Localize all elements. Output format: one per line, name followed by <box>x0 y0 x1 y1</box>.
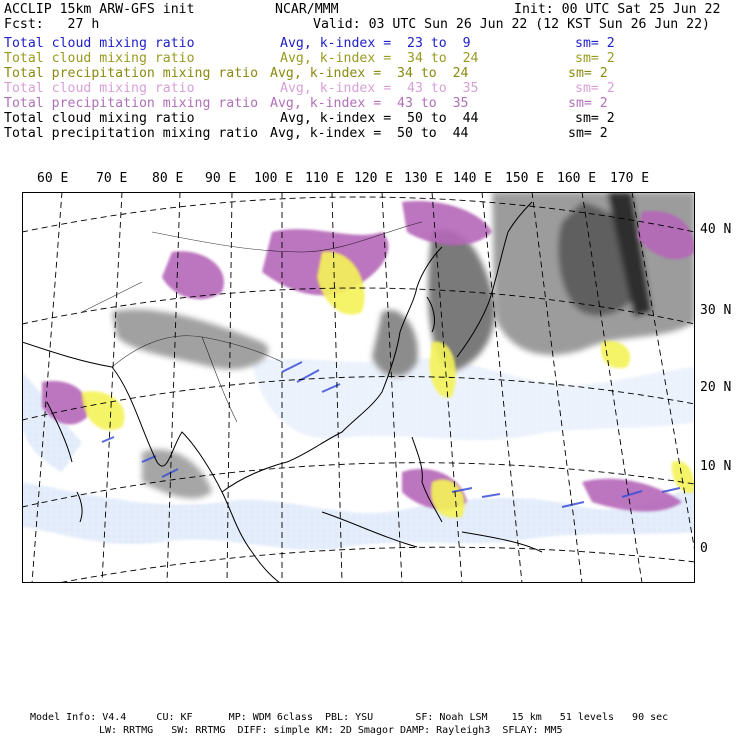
field-3-sm: sm= 2 <box>568 66 608 81</box>
field-1-name: Total cloud mixing ratio <box>4 36 195 51</box>
lon-label: 140 E <box>453 171 493 186</box>
field-4-name: Total cloud mixing ratio <box>4 81 195 96</box>
lat-label: 20 N <box>700 380 732 395</box>
map-canvas <box>22 192 695 583</box>
lon-label: 130 E <box>404 171 444 186</box>
lon-label: 80 E <box>152 171 184 186</box>
field-1-avg: Avg, k-index = 23 to 9 <box>280 36 471 51</box>
model-title: ACCLIP 15km ARW-GFS init <box>4 2 195 17</box>
field-3-avg: Avg, k-index = 34 to 24 <box>270 66 469 81</box>
map-panel <box>22 192 695 583</box>
center-label: NCAR/MMM <box>275 2 339 17</box>
lon-label: 60 E <box>37 171 69 186</box>
lon-label: 150 E <box>505 171 545 186</box>
lon-label: 170 E <box>610 171 650 186</box>
field-6-name: Total cloud mixing ratio <box>4 111 195 126</box>
field-4-sm: sm= 2 <box>575 81 615 96</box>
lon-label: 120 E <box>354 171 394 186</box>
model-info-line1: Model Info: V4.4 CU: KF MP: WDM 6class PBL: YSU SF: Noah LSM 15 km 51 levels 90 sec <box>30 712 669 723</box>
forecast-hour: Fcst: 27 h <box>4 17 100 32</box>
field-4-avg: Avg, k-index = 43 to 35 <box>280 81 479 96</box>
field-5-name: Total precipitation mixing ratio <box>4 96 259 111</box>
field-6-avg: Avg, k-index = 50 to 44 <box>280 111 479 126</box>
valid-time: Valid: 03 UTC Sun 26 Jun 22 (12 KST Sun 26 Jun 22) <box>313 17 710 32</box>
lat-label: 30 N <box>700 303 732 318</box>
field-7-avg: Avg, k-index = 50 to 44 <box>270 126 469 141</box>
lat-label: 40 N <box>700 222 732 237</box>
model-info-line2: LW: RRTMG SW: RRTMG DIFF: simple KM: 2D Smagor DAMP: Rayleigh3 SFLAY: MM5 <box>99 725 563 736</box>
field-2-sm: sm= 2 <box>575 51 615 66</box>
init-time: Init: 00 UTC Sat 25 Jun 22 <box>514 2 721 17</box>
field-5-sm: sm= 2 <box>568 96 608 111</box>
field-1-sm: sm= 2 <box>575 36 615 51</box>
field-7-sm: sm= 2 <box>568 126 608 141</box>
lat-label: 0 <box>700 541 708 556</box>
lon-label: 100 E <box>254 171 294 186</box>
field-2-name: Total cloud mixing ratio <box>4 51 195 66</box>
field-3-name: Total precipitation mixing ratio <box>4 66 259 81</box>
lat-label: 10 N <box>700 459 732 474</box>
field-5-avg: Avg, k-index = 43 to 35 <box>270 96 469 111</box>
field-2-avg: Avg, k-index = 34 to 24 <box>280 51 479 66</box>
field-7-name: Total precipitation mixing ratio <box>4 126 259 141</box>
lon-label: 160 E <box>557 171 597 186</box>
lon-label: 110 E <box>305 171 345 186</box>
lon-label: 90 E <box>205 171 237 186</box>
field-6-sm: sm= 2 <box>575 111 615 126</box>
lon-label: 70 E <box>96 171 128 186</box>
